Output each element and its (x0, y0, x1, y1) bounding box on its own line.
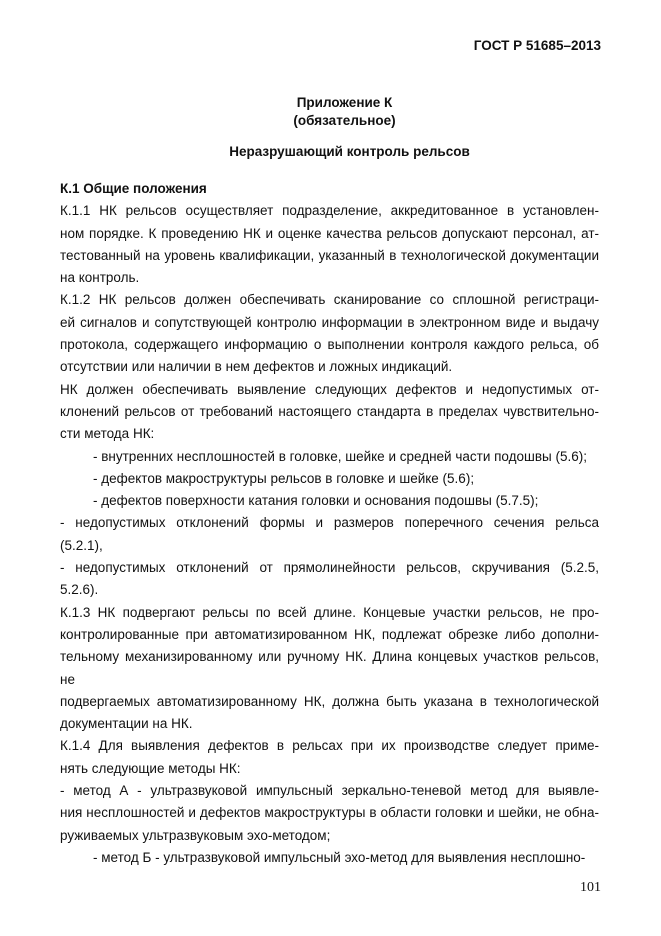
appendix-status: (обязательное) (293, 113, 396, 128)
appendix-label: Приложение К (296, 95, 393, 110)
paragraph-line: клонений рельсов от требований настоящего стандарта в пределах чувствительно- (60, 403, 599, 419)
paragraph (60, 512, 599, 557)
paragraph (60, 847, 599, 869)
paragraph-line: тельному механизированному или ручному НК. Длина концевых участков рельсов, не (60, 649, 599, 687)
standard-header: ГОСТ Р 51685–2013 (473, 38, 601, 53)
paragraph-line: - внутренних несплошностей в головке, шейке и средней части подошвы (5.6); (93, 448, 587, 464)
paragraph (60, 735, 599, 780)
paragraph-line: К.1.4 Для выявления дефектов в рельсах при их производстве следует приме- (60, 738, 599, 754)
paragraph-line: подвергаемых автоматизированному НК, должна быть указана в технологической (60, 693, 599, 709)
paragraph-line: на контроль. (60, 270, 140, 286)
paragraph (60, 200, 599, 289)
paragraph-line: 5.2.6). (60, 582, 99, 598)
paragraph-line: руживаемых ультразвуковым эхо-методом; (60, 827, 331, 843)
section-heading: К.1 Общие положения (60, 181, 207, 196)
paragraph (60, 379, 599, 446)
appendix-title: Неразрушающий контроль рельсов (229, 144, 470, 159)
paragraph-line: контролированные при автоматизированном НК, подлежат обрезке либо дополни- (60, 626, 599, 642)
paragraph-line: К.1.1 НК рельсов осуществляет подразделение, аккредитованное в установлен- (60, 203, 599, 219)
paragraph-line: - недопустимых отклонений формы и размеров поперечного сечения рельса (60, 515, 599, 531)
paragraph-line: тестованный на уровень квалификации, указанный в технологической документации (60, 247, 599, 263)
paragraph-line: сти метода НК: (60, 426, 155, 442)
paragraph-line: протокола, содержащего информацию о выполнении контроля каждого рельса, об (60, 337, 599, 353)
paragraph-line: - дефектов макроструктуры рельсов в головке и шейке (5.6); (93, 470, 475, 486)
paragraph (60, 780, 599, 847)
page-number: 101 (580, 880, 601, 895)
paragraph-line: документации на НК. (60, 716, 193, 732)
paragraph-line: НК должен обеспечивать выявление следующих дефектов и недопустимых от- (60, 381, 599, 397)
paragraph (60, 602, 599, 736)
paragraph-line: К.1.3 НК подвергают рельсы по всей длине. Концевые участки рельсов, не про- (60, 604, 599, 620)
paragraph-line: - недопустимых отклонений от прямолинейности рельсов, скручивания (5.2.5, (60, 560, 599, 576)
paragraph (60, 289, 599, 378)
document-body (60, 178, 599, 869)
paragraph-line: отсутствии или наличии в нем дефектов и ложных индикаций. (60, 359, 453, 375)
paragraph (60, 490, 599, 512)
paragraph-line: - метод Б - ультразвуковой импульсный эхо-метод для выявления несплошно- (93, 849, 586, 865)
paragraph-line: ном порядке. К проведению НК и оценке качества рельсов допускают персонал, ат- (60, 225, 599, 241)
paragraph-line: нять следующие методы НК: (60, 760, 241, 776)
paragraph-line: - дефектов поверхности катания головки и основания подошвы (5.7.5); (93, 493, 539, 509)
paragraph-line: К.1.2 НК рельсов должен обеспечивать сканирование со сплошной регистраци- (60, 292, 599, 308)
paragraph (60, 468, 599, 490)
paragraph-line: (5.2.1), (60, 537, 103, 553)
paragraph-line: ния несплошностей и дефектов макроструктуры в области головки и шейки, не обна- (60, 805, 599, 821)
paragraph-line: - метод А - ультразвуковой импульсный зеркально-теневой метод для выявле- (60, 783, 599, 799)
paragraph (60, 557, 599, 602)
paragraph (60, 446, 599, 468)
appendix-block (0, 94, 661, 130)
paragraph-line: ей сигналов и сопутствующей контролю информации в электронном виде и выдачу (60, 314, 599, 330)
